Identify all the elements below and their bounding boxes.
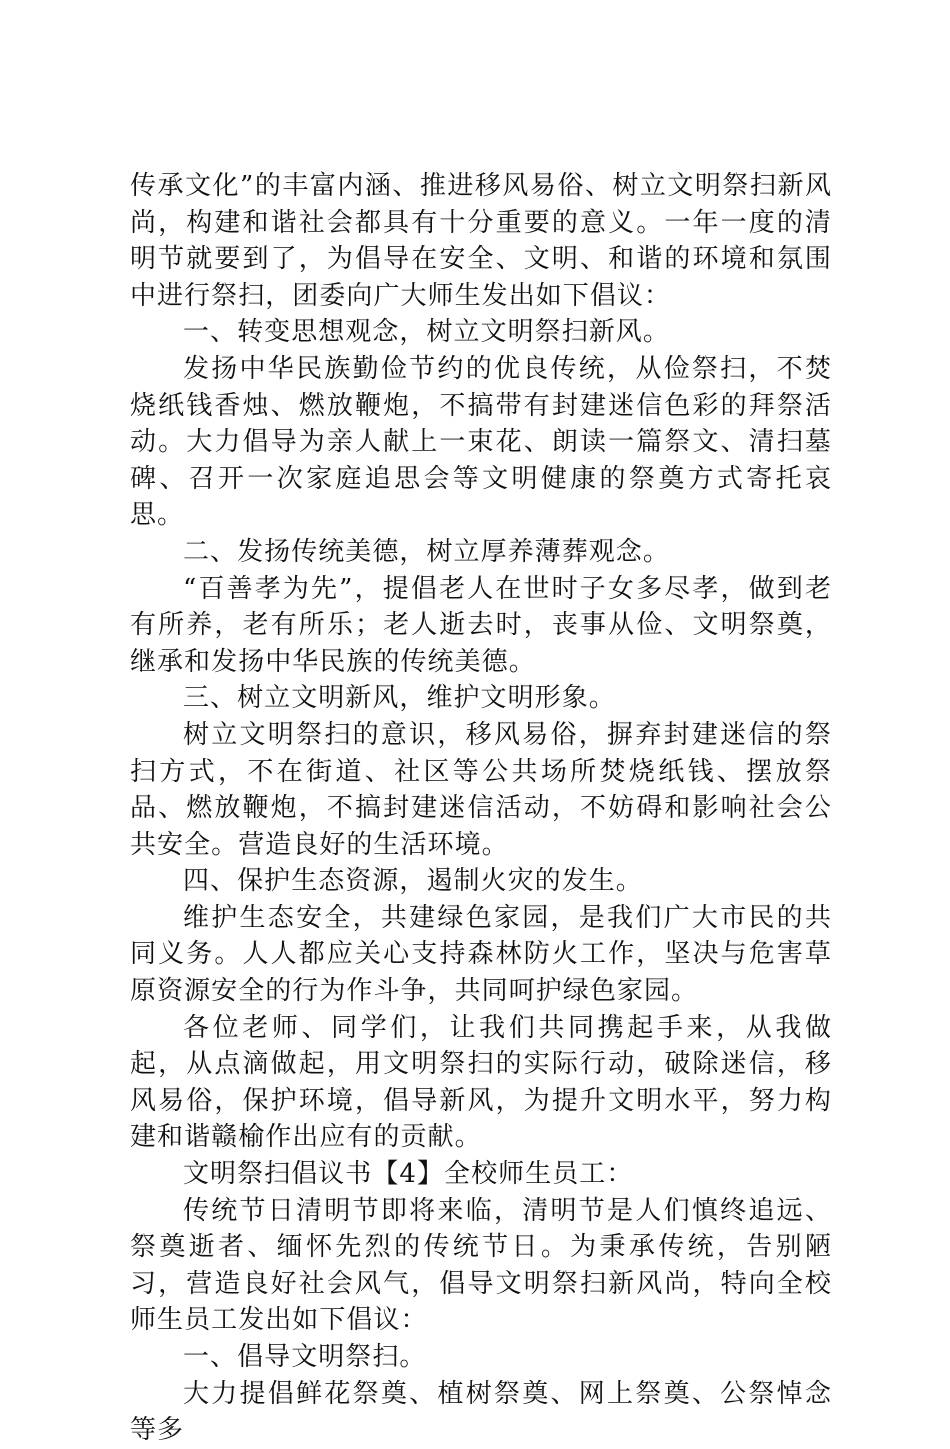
paragraph: 维护生态安全，共建绿色家园，是我们广大市民的共同义务。人人都应关心支持森林防火工作，坚决与危害草原资源安全的行为作斗争，共同呵护绿色家园。 xyxy=(130,902,832,1007)
section-heading: 三、树立文明新风，维护文明形象。 xyxy=(183,683,616,714)
paragraph: 大力提倡鲜花祭奠、植树祭奠、网上祭奠、公祭悼念等多 xyxy=(130,1378,832,1446)
section-heading: 一、转变思想观念，树立文明祭扫新风。 xyxy=(183,317,670,348)
paragraph: “百善孝为先”，提倡老人在世时子女多尽孝，做到老有所养，老有所乐；老人逝去时，丧事从俭、文明祭奠，继承和发扬中华民族的传统美德。 xyxy=(130,573,832,677)
section-heading: 二、发扬传统美德，树立厚养薄葬观念。 xyxy=(183,536,670,567)
document-body xyxy=(130,168,832,1449)
paragraph: 各位老师、同学们，让我们共同携起手来，从我做起，从点滴做起，用文明祭扫的实际行动，破除迷信，移风易俗，保护环境，倡导新风，为提升文明水平，努力构建和谐赣榆作出应有的贡献。 xyxy=(130,1012,832,1153)
section-heading: 一、倡导文明祭扫。 xyxy=(183,1342,427,1372)
paragraph: 传承文化”的丰富内涵、推进移风易俗、树立文明祭扫新风尚，构建和谐社会都具有十分重要的意义。一年一度的清明节就要到了，为倡导在安全、文明、和谐的环境和氛围中进行祭扫，团委向广大师生发出如下倡议： xyxy=(130,171,832,311)
paragraph: 传统节日清明节即将来临，清明节是人们慎终追远、祭奠逝者、缅怀先烈的传统节日。为秉承传统，告别陋习，营造良好社会风气，倡导文明祭扫新风尚，特向全校师生员工发出如下倡议： xyxy=(130,1195,832,1336)
paragraph: 树立文明祭扫的意识，移风易俗，摒弃封建迷信的祭扫方式，不在街道、社区等公共场所焚烧纸钱、摆放祭品、燃放鞭炮，不搞封建迷信活动，不妨碍和影响社会公共安全。营造良好的生活环境。 xyxy=(130,719,832,860)
letter-title: 文明祭扫倡议书【4】全校师生员工： xyxy=(183,1159,634,1190)
paragraph: 发扬中华民族勤俭节约的优良传统，从俭祭扫，不焚烧纸钱香烛、燃放鞭炮，不搞带有封建迷信色彩的拜祭活动。大力倡导为亲人献上一束花、朗读一篇祭文、清扫墓碑、召开一次家庭追思会等文明健康的祭奠方式寄托哀思。 xyxy=(130,353,832,531)
section-heading: 四、保护生态资源，遏制火灾的发生。 xyxy=(183,866,643,897)
